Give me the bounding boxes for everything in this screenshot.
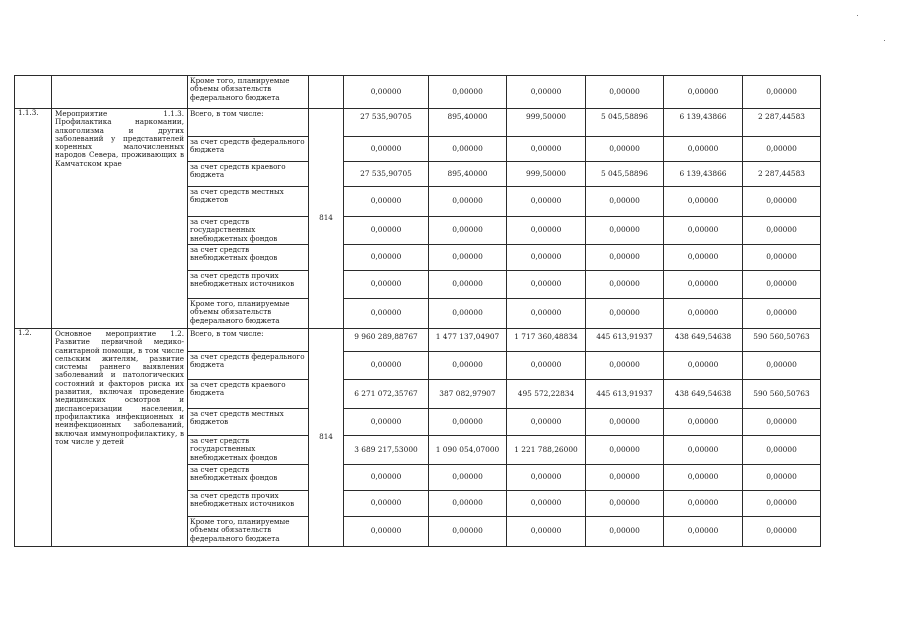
amount-cell: 0,00000 <box>743 436 821 465</box>
amount-cell: 895,40000 <box>429 162 507 187</box>
amount-cell: 0,00000 <box>429 245 507 271</box>
amount-cell: 0,00000 <box>429 491 507 517</box>
funding-source: за счет средств краевого бюджета <box>188 380 309 409</box>
funding-source: за счет средств местных бюджетов <box>188 187 309 217</box>
amount-cell: 3 689 217,53000 <box>344 436 429 465</box>
funding-source: за счет средств федерального бюджета <box>188 137 309 162</box>
amount-cell: 0,00000 <box>507 299 586 329</box>
amount-cell: 0,00000 <box>429 299 507 329</box>
amount-cell: 0,00000 <box>743 465 821 491</box>
amount-cell: 0,00000 <box>344 217 429 245</box>
amount-cell: 0,00000 <box>429 352 507 380</box>
amount-cell: 387 082,97907 <box>429 380 507 409</box>
amount-cell: 0,00000 <box>429 517 507 547</box>
funding-source: Кроме того, планируемые объемы обязательств федерального бюджета <box>188 517 309 547</box>
amount-cell: 0,00000 <box>743 517 821 547</box>
amount-cell: 0,00000 <box>664 299 743 329</box>
amount-cell: 0,00000 <box>664 76 743 109</box>
amount-cell: 0,00000 <box>664 517 743 547</box>
funding-source: Всего, в том числе: <box>188 329 309 352</box>
funding-source: за счет средств государственных внебюджетных фондов <box>188 436 309 465</box>
amount-cell: 5 045,58896 <box>586 109 664 137</box>
amount-cell: 0,00000 <box>664 465 743 491</box>
amount-cell: 6 139,43866 <box>664 162 743 187</box>
amount-cell: 0,00000 <box>743 245 821 271</box>
funding-source: за счет средств внебюджетных фондов <box>188 465 309 491</box>
amount-cell: 438 649,54638 <box>664 380 743 409</box>
funding-source: за счет средств федерального бюджета <box>188 352 309 380</box>
funding-source: за счет средств государственных внебюджетных фондов <box>188 217 309 245</box>
amount-cell: 1 090 054,07000 <box>429 436 507 465</box>
amount-cell: 0,00000 <box>507 187 586 217</box>
measure-code: 1.2. <box>15 329 52 547</box>
amount-cell: 0,00000 <box>344 271 429 299</box>
amount-cell: 0,00000 <box>586 299 664 329</box>
amount-cell: 6 271 072,35767 <box>344 380 429 409</box>
measure-code <box>15 76 52 109</box>
amount-cell: 0,00000 <box>507 409 586 436</box>
amount-cell: 0,00000 <box>507 517 586 547</box>
amount-cell: 0,00000 <box>743 299 821 329</box>
amount-cell: 0,00000 <box>429 465 507 491</box>
funding-source: за счет средств местных бюджетов <box>188 409 309 436</box>
amount-cell: 0,00000 <box>586 271 664 299</box>
amount-cell: 0,00000 <box>586 517 664 547</box>
amount-cell: 0,00000 <box>344 245 429 271</box>
amount-cell: 0,00000 <box>507 245 586 271</box>
amount-cell: 0,00000 <box>344 517 429 547</box>
amount-cell: 590 560,50763 <box>743 380 821 409</box>
amount-cell: 0,00000 <box>586 76 664 109</box>
budget-table-page <box>14 75 821 547</box>
amount-cell: 999,50000 <box>507 109 586 137</box>
amount-cell: 1 221 788,26000 <box>507 436 586 465</box>
amount-cell: 9 960 289,88767 <box>344 329 429 352</box>
scan-speck <box>884 40 885 41</box>
amount-cell: 0,00000 <box>344 491 429 517</box>
amount-cell: 0,00000 <box>586 409 664 436</box>
amount-cell: 0,00000 <box>429 187 507 217</box>
amount-cell: 0,00000 <box>664 137 743 162</box>
amount-cell: 445 613,91937 <box>586 329 664 352</box>
measure-name <box>52 76 188 109</box>
amount-cell: 0,00000 <box>586 436 664 465</box>
measure-name: Основное мероприятие 1.2. Развитие первичной медико-санитарной помощи, в том числе сельским жителям, развитие системы раннего выявления заболеваний и патологических состояний и факторов риска их развития, включая проведение медицинских осмотров и диспансеризации населения, профилактика инфекционных и неинфекционных заболеваний, включая иммунопрофилактику, в том числе у детей <box>52 329 188 547</box>
amount-cell: 0,00000 <box>586 245 664 271</box>
amount-cell: 2 287,44583 <box>743 162 821 187</box>
org-code: 814 <box>309 329 344 547</box>
amount-cell: 0,00000 <box>429 409 507 436</box>
amount-cell: 0,00000 <box>344 187 429 217</box>
amount-cell: 0,00000 <box>743 217 821 245</box>
amount-cell: 5 045,58896 <box>586 162 664 187</box>
amount-cell: 0,00000 <box>344 299 429 329</box>
table-row <box>15 329 821 352</box>
amount-cell: 0,00000 <box>344 465 429 491</box>
amount-cell: 0,00000 <box>507 491 586 517</box>
amount-cell: 0,00000 <box>507 352 586 380</box>
amount-cell: 0,00000 <box>664 187 743 217</box>
funding-source: за счет средств прочих внебюджетных источников <box>188 491 309 517</box>
amount-cell: 1 477 137,04907 <box>429 329 507 352</box>
amount-cell: 895,40000 <box>429 109 507 137</box>
amount-cell: 0,00000 <box>664 271 743 299</box>
amount-cell: 590 560,50763 <box>743 329 821 352</box>
amount-cell: 0,00000 <box>664 217 743 245</box>
amount-cell: 445 613,91937 <box>586 380 664 409</box>
amount-cell: 0,00000 <box>586 137 664 162</box>
measure-name: Мероприятие 1.1.3. Профилактика наркомании, алкоголизма и других заболеваний у представителей коренных малочисленных народов Севера, проживающих в Камчатском крае <box>52 109 188 329</box>
amount-cell: 0,00000 <box>507 76 586 109</box>
amount-cell: 27 535,90705 <box>344 162 429 187</box>
funding-source: Кроме того, планируемые объемы обязательств федерального бюджета <box>188 299 309 329</box>
amount-cell: 0,00000 <box>664 491 743 517</box>
amount-cell: 0,00000 <box>344 352 429 380</box>
amount-cell: 0,00000 <box>743 271 821 299</box>
amount-cell: 0,00000 <box>743 409 821 436</box>
amount-cell: 438 649,54638 <box>664 329 743 352</box>
amount-cell: 0,00000 <box>507 271 586 299</box>
amount-cell: 2 287,44583 <box>743 109 821 137</box>
amount-cell: 1 717 360,48834 <box>507 329 586 352</box>
amount-cell: 0,00000 <box>429 76 507 109</box>
amount-cell: 0,00000 <box>743 491 821 517</box>
amount-cell: 0,00000 <box>586 217 664 245</box>
amount-cell: 0,00000 <box>586 465 664 491</box>
amount-cell: 0,00000 <box>507 217 586 245</box>
amount-cell: 495 572,22834 <box>507 380 586 409</box>
amount-cell: 0,00000 <box>664 436 743 465</box>
amount-cell: 0,00000 <box>743 76 821 109</box>
funding-source: за счет средств прочих внебюджетных источников <box>188 271 309 299</box>
amount-cell: 27 535,90705 <box>344 109 429 137</box>
amount-cell: 999,50000 <box>507 162 586 187</box>
amount-cell: 0,00000 <box>507 465 586 491</box>
org-code <box>309 76 344 109</box>
amount-cell: 6 139,43866 <box>664 109 743 137</box>
funding-source: Кроме того, планируемые объемы обязательств федерального бюджета <box>188 76 309 109</box>
amount-cell: 0,00000 <box>743 187 821 217</box>
amount-cell: 0,00000 <box>429 217 507 245</box>
funding-source: Всего, в том числе: <box>188 109 309 137</box>
amount-cell: 0,00000 <box>344 76 429 109</box>
amount-cell: 0,00000 <box>344 137 429 162</box>
amount-cell: 0,00000 <box>664 409 743 436</box>
table-row <box>15 109 821 137</box>
funding-source: за счет средств внебюджетных фондов <box>188 245 309 271</box>
amount-cell: 0,00000 <box>507 137 586 162</box>
budget-table <box>14 75 821 547</box>
amount-cell: 0,00000 <box>664 245 743 271</box>
scan-speck <box>857 15 858 16</box>
amount-cell: 0,00000 <box>743 137 821 162</box>
funding-source: за счет средств краевого бюджета <box>188 162 309 187</box>
amount-cell: 0,00000 <box>429 137 507 162</box>
amount-cell: 0,00000 <box>586 352 664 380</box>
budget-table-body <box>15 76 821 547</box>
amount-cell: 0,00000 <box>429 271 507 299</box>
amount-cell: 0,00000 <box>344 409 429 436</box>
org-code: 814 <box>309 109 344 329</box>
amount-cell: 0,00000 <box>586 187 664 217</box>
amount-cell: 0,00000 <box>586 491 664 517</box>
amount-cell: 0,00000 <box>664 352 743 380</box>
table-row <box>15 76 821 109</box>
measure-code: 1.1.3. <box>15 109 52 329</box>
amount-cell: 0,00000 <box>743 352 821 380</box>
